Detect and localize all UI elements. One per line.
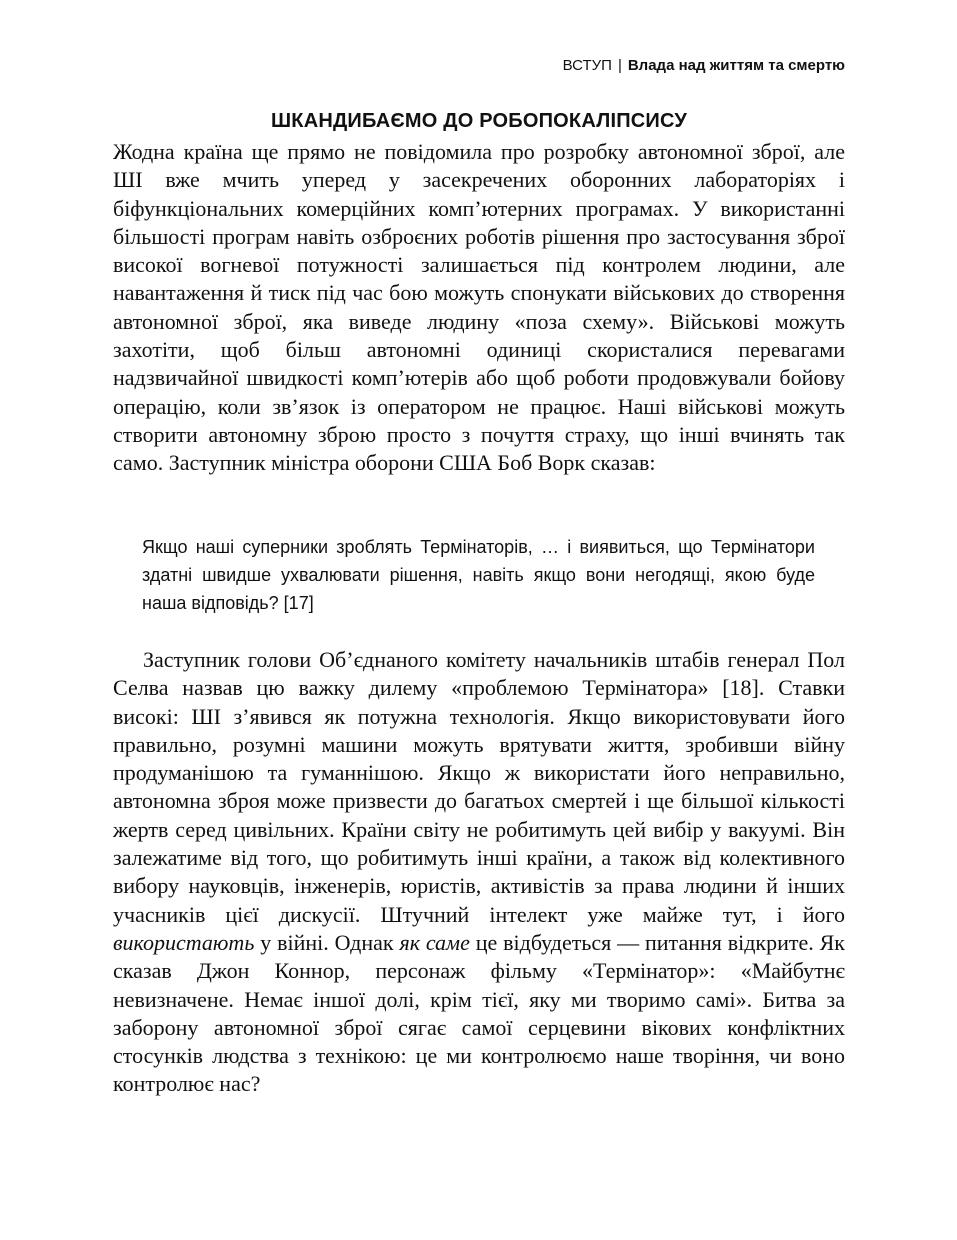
header-separator: | [617, 57, 622, 74]
header-section-label: ВСТУП [562, 57, 612, 74]
header-chapter-title: Влада над життям та смертю [627, 57, 845, 74]
paragraph-2-italic-2: як саме [399, 929, 470, 955]
body-paragraph-2 [113, 646, 845, 1099]
paragraph-2-text-2: у війні. Однак [254, 929, 400, 955]
running-header [563, 56, 845, 76]
section-heading: ШКАНДИБАЄМО ДО РОБОПОКАЛІПСИСУ [270, 110, 688, 132]
paragraph-2-text-1: Заступник голови Об’єднаного комітету начальників штабів генерал Пол Селва назвав цю важку дилему «проблемою Термінатора» [18]. Ставки високі: ШІ з’явився як потужна технологія. Якщо використовувати його правильно, розумні машини можуть врятувати життя, зробивши війну продуманішою та гуманнішою. Якщо ж використати його неправильно, автономна зброя може призвести до багатьох смертей і ще більшої кількості жертв серед цивільних. Країни світу не робитимуть цей вибір у вакуумі. Він залежатиме від того, що робитимуть інші країни, а також від колективного вибору науковців, інженерів, юристів, активістів за права людини й інших учасників цієї дискусії. Штучний інтелект уже майже тут, і його [113, 647, 845, 927]
paragraph-2-italic-1: використають [113, 929, 255, 955]
body-paragraph-1: Жодна країна ще прямо не повідомила про розробку автономної зброї, але ШІ вже мчить уперед у засекречених оборонних лабораторіях і біфункціональних комерційних комп’ютерних програмах. У використанні більшості програм навіть озброєних роботів рішення про застосування зброї високої вогневої потужності залишається під контролем людини, але навантаження й тиск під час бою можуть спонукати військових до створення автономної зброї, яка виведе людину «поза схему». Військові можуть захотіти, щоб більш автономні одиниці скористалися перевагами надзвичайної швидкості комп’ютерів або щоб роботи продовжували бойову операцію, коли зв’язок із оператором не працює. Наші військові можуть створити автономну зброю просто з почуття страху, що інші вчинять так само. Заступник міністра оборони США Боб Ворк сказав: [113, 139, 845, 476]
block-quote: Якщо наші суперники зроблять Термінаторів, … і виявиться, що Термінатори здатні швидше ухвалювати рішення, навіть якщо вони негодящі, якою буде наша відповідь? [17] [142, 537, 815, 613]
paragraph-2-text-3: це відбудеться — питання відкрите. Як сказав Джон Коннор, персонаж фільму «Термінатор»: «Майбутнє невизначене. Немає іншої долі, крім тієї, яку ми творимо самі». Битва за заборону автономної зброї сягає самої серцевини вікових конфліктних стосунків людства з технікою: це ми контролюємо наше творіння, чи воно контролює нас? [113, 929, 845, 1097]
